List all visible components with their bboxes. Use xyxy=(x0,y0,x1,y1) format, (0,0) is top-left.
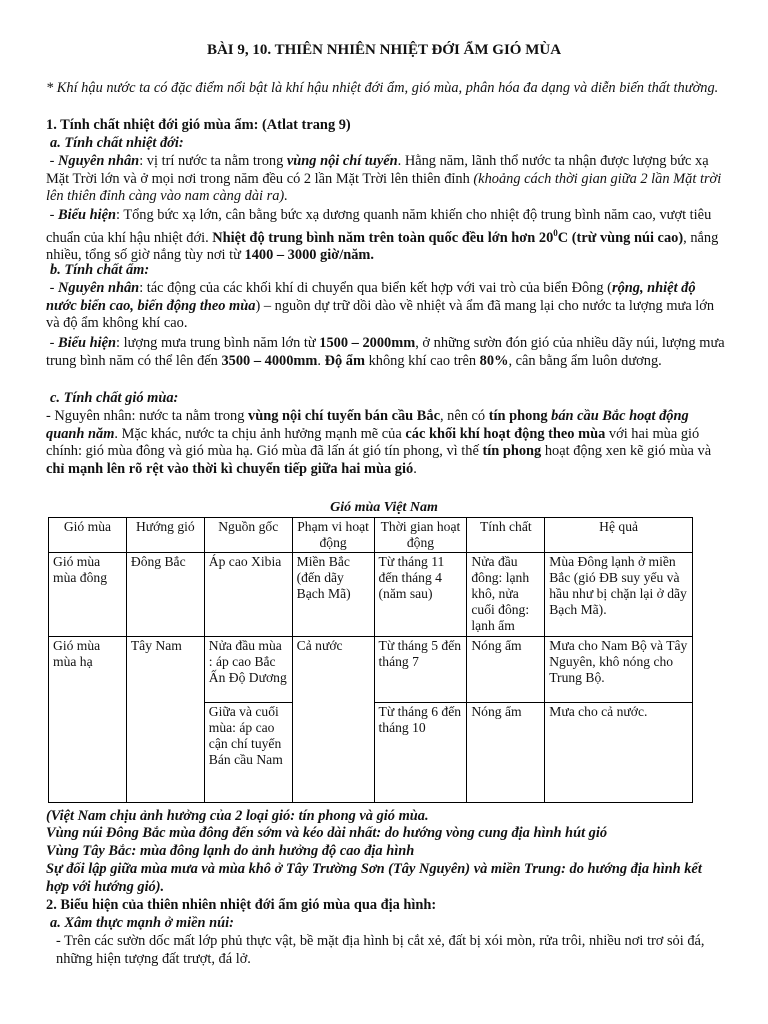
monsoon-table xyxy=(48,517,693,803)
text-span: : tác động của các khối khí di chuyển qua biển kết hợp với vai trò của biển Đông ( xyxy=(139,280,612,296)
text-span: , ở những sườn đón gió của nhiều dãy núi, lượng mưa trung bình năm có thể lên đến xyxy=(46,335,725,369)
table-cell: Mưa cho Nam Bộ và Tây Nguyên, khô nóng cho Trung Bộ. xyxy=(545,637,693,703)
bold-italic-span: bán cầu Bắc hoạt động quanh năm xyxy=(46,408,689,442)
section-1b-cause: - Nguyên nhân: tác động của các khối khí di chuyển qua biển kết hợp với vai trò của biển Đông (rộng, nhiệt độ nước biển cao, biến động theo mùa) – nguồn dự trữ dồi dào về nhiệt và ẩm đã mang lại cho nước ta lượng mưa lớn và độ ẩm không khí cao. xyxy=(46,280,715,331)
section-1b-heading: b. Tính chất ẩm: xyxy=(50,262,150,278)
evidence-label: Biểu hiện xyxy=(58,207,116,223)
emphasis-span: vùng nội chí tuyến xyxy=(286,153,398,169)
page-title: BÀI 9, 10. THIÊN NHIÊN NHIỆT ĐỚI ẨM GIÓ MÙA xyxy=(206,42,562,58)
note-line: Vùng núi Đông Bắc mùa đông đến sớm và kéo dài nhất: do hướng vòng cung địa hình hút gió xyxy=(46,825,608,841)
section-2a-heading: a. Xâm thực mạnh ở miền núi: xyxy=(50,915,234,931)
superscript: 0 xyxy=(553,227,558,238)
table-cell: Đông Bắc xyxy=(126,553,204,637)
table-cell: Từ tháng 5 đến tháng 7 xyxy=(374,637,467,703)
table-cell: Nóng ẩm xyxy=(467,637,545,703)
table-cell: Từ tháng 6 đến tháng 10 xyxy=(374,703,467,803)
bold-span: 1400 – 3000 giờ/năm. xyxy=(244,246,374,263)
table-header: Phạm vi hoạt động xyxy=(292,518,374,553)
bold-span: tín phong xyxy=(488,408,552,424)
table-cell: Giữa và cuối mùa: áp cao cận chí tuyến Bán cầu Nam xyxy=(204,703,292,803)
table-header-row xyxy=(49,518,693,553)
table-cell: Tây Nam xyxy=(126,637,204,803)
text-span: : vị trí nước ta nằm trong xyxy=(139,153,287,169)
table-caption: Gió mùa Việt Nam xyxy=(330,500,438,515)
text-span: , nắng nhiều, tổng số giờ nắng tùy nơi từ xyxy=(46,229,719,263)
bold-span: chỉ mạnh lên rõ rệt vào thời kì chuyển tiếp giữa hai mùa gió xyxy=(46,460,414,477)
intro-paragraph: * Khí hậu nước ta có đặc điểm nổi bật là khí hậu nhiệt đới ẩm, gió mùa, phân hóa đa dạng và diễn biến thất thường. xyxy=(46,80,719,96)
table-row xyxy=(49,637,693,703)
note-span: (khoảng cách thời gian giữa 2 lần Mặt trời lên thiên đỉnh càng vào nam càng dài ra). xyxy=(46,170,722,204)
bold-span: 1500 – 2000mm xyxy=(319,335,416,351)
evidence-label: Biểu hiện xyxy=(58,335,116,351)
section-2a-body: - Trên các sườn dốc mất lớp phủ thực vật, bề mặt địa hình bị cắt xẻ, đất bị xói mòn, rửa trôi, nhiều nơi trơ sỏi đá, những hiện tượng đất trượt, đá lở. xyxy=(56,933,705,967)
table-header: Gió mùa xyxy=(49,518,127,553)
text-span: hoạt động xen kẽ gió mùa và xyxy=(541,443,712,459)
table-cell: Gió mùa mùa hạ xyxy=(49,637,127,803)
text-span: : Tổng bức xạ lớn, cân bằng bức xạ dương quanh năm khiến cho nhiệt độ trung bình năm cao, vượt tiêu chuẩn của khí hậu nhiệt đới. xyxy=(46,207,712,246)
section-1a-heading: a. Tính chất nhiệt đới: xyxy=(50,135,184,151)
cause-label: Nguyên nhân xyxy=(58,153,140,169)
note-line: Vùng Tây Bắc: mùa đông lạnh do ảnh hưởng độ cao địa hình xyxy=(46,843,415,859)
table-header: Tính chất xyxy=(467,518,545,553)
bold-span: vùng nội chí tuyến bán cầu Bắc xyxy=(248,408,440,424)
note-line: Sự đối lập giữa mùa mưa và mùa khô ở Tây Trường Sơn (Tây Nguyên) và miền Trung: do hướng địa hình kết hợp với hướng gió). xyxy=(46,861,702,895)
text-span: ) – nguồn dự trữ dồi dào về nhiệt và ẩm đã mang lại cho nước ta lượng mưa lớn và độ ẩm không khí cao. xyxy=(46,297,715,331)
bold-span: các khối khí hoạt động theo mùa xyxy=(405,425,606,442)
table-row xyxy=(49,553,693,637)
text-span: , nên có xyxy=(439,408,489,424)
table-header: Nguồn gốc xyxy=(204,518,292,553)
text-span: : lượng mưa trung bình năm lớn từ xyxy=(115,335,320,351)
bold-span: 80% xyxy=(479,352,509,369)
text-span: . Hằng năm, lãnh thổ nước ta nhận được lượng bức xạ Mặt Trời lớn và ở mọi nơi trong năm đều có 2 lần Mặt Trời lên thiên đỉnh xyxy=(46,153,709,187)
table-header: Thời gian hoạt động xyxy=(374,518,467,553)
table-cell: Gió mùa mùa đông xyxy=(49,553,127,637)
text-span: với hai mùa gió chính: gió mùa đông và gió mùa hạ. Gió mùa đã lấn át gió tín phong, vì thế xyxy=(46,425,700,459)
text-span: , cân bằng ẩm luôn dương. xyxy=(508,352,662,369)
section-1b-evidence: - Biểu hiện: lượng mưa trung bình năm lớn từ 1500 – 2000mm, ở những sườn đón gió của nhiều dãy núi, lượng mưa trung bình năm có thể lên đến 3500 – 4000mm. Độ ẩm không khí cao trên 80%, cân bằng ẩm luôn dương. xyxy=(46,335,725,369)
table-cell: Miền Bắc (đến dãy Bạch Mã) xyxy=(292,553,374,637)
bold-span: C (trừ vùng núi cao) xyxy=(557,229,684,246)
section-2-heading: 2. Biểu hiện của thiên nhiên nhiệt đới ẩm gió mùa qua địa hình: xyxy=(46,897,437,913)
bold-span: tín phong xyxy=(482,443,542,459)
section-1a-cause: - Nguyên nhân: vị trí nước ta nằm trong vùng nội chí tuyến. Hằng năm, lãnh thổ nước ta nhận được lượng bức xạ Mặt Trời lớn và ở mọi nơi trong năm đều có 2 lần Mặt Trời lên thiên đỉnh (khoảng cách thời gian giữa 2 lần Mặt trời lên thiên đỉnh càng vào nam càng dài ra). xyxy=(46,153,722,204)
bold-span: Nhiệt độ trung bình năm trên toàn quốc đều lớn hơn 20 xyxy=(212,229,554,246)
table-header: Hệ quả xyxy=(545,518,693,553)
text-span: . Mặc khác, nước ta chịu ảnh hưởng mạnh mẽ của xyxy=(114,425,406,442)
table-cell: Mưa cho cả nước. xyxy=(545,703,693,803)
bold-span: Độ ẩm xyxy=(324,352,365,369)
section-1c-body xyxy=(46,408,726,478)
emphasis-span: rộng, nhiệt độ nước biển cao, biến động theo mùa xyxy=(46,280,696,314)
table-cell: Nóng ẩm xyxy=(467,703,545,803)
table-cell: Cả nước xyxy=(292,637,374,803)
section-1a-evidence: - Biểu hiện: Tổng bức xạ lớn, cân bằng bức xạ dương quanh năm khiến cho nhiệt độ trung bình năm cao, vượt tiêu chuẩn của khí hậu nhiệt đới. Nhiệt độ trung bình năm trên toàn quốc đều lớn hơn $20^0C$ (trừ vùng núi cao), nắng nhiều, tổng số giờ nắng tùy nơi từ 1400 – 3000 giờ/năm. xyxy=(46,207,719,263)
table-cell: Áp cao Xibia xyxy=(204,553,292,637)
table-cell: Mùa Đông lạnh ở miền Bắc (gió ĐB suy yếu và hầu như bị chặn lại ở dãy Bạch Mã). xyxy=(545,553,693,637)
text-span: . xyxy=(317,352,325,369)
table-cell: Nửa đầu đông: lạnh khô, nửa cuối đông: lạnh ẩm xyxy=(467,553,545,637)
note-line: (Việt Nam chịu ảnh hưởng của 2 loại gió: tín phong và gió mùa. xyxy=(46,808,429,824)
text-span: - Nguyên nhân: nước ta nằm trong xyxy=(46,408,249,424)
table-cell: Từ tháng 11 đến tháng 4 (năm sau) xyxy=(374,553,467,637)
text-span: . xyxy=(413,460,417,477)
cause-label: Nguyên nhân xyxy=(58,280,140,296)
text-span: không khí cao trên xyxy=(364,352,480,369)
table-header: Hướng gió xyxy=(126,518,204,553)
section-1-heading: 1. Tính chất nhiệt đới gió mùa ẩm: (Atlat trang 9) xyxy=(46,117,351,133)
bold-span: 3500 – 4000mm xyxy=(221,352,318,369)
section-1c-heading: c. Tính chất gió mùa: xyxy=(50,390,179,406)
table-cell: Nửa đầu mùa : áp cao Bắc Ấn Độ Dương xyxy=(204,637,292,703)
